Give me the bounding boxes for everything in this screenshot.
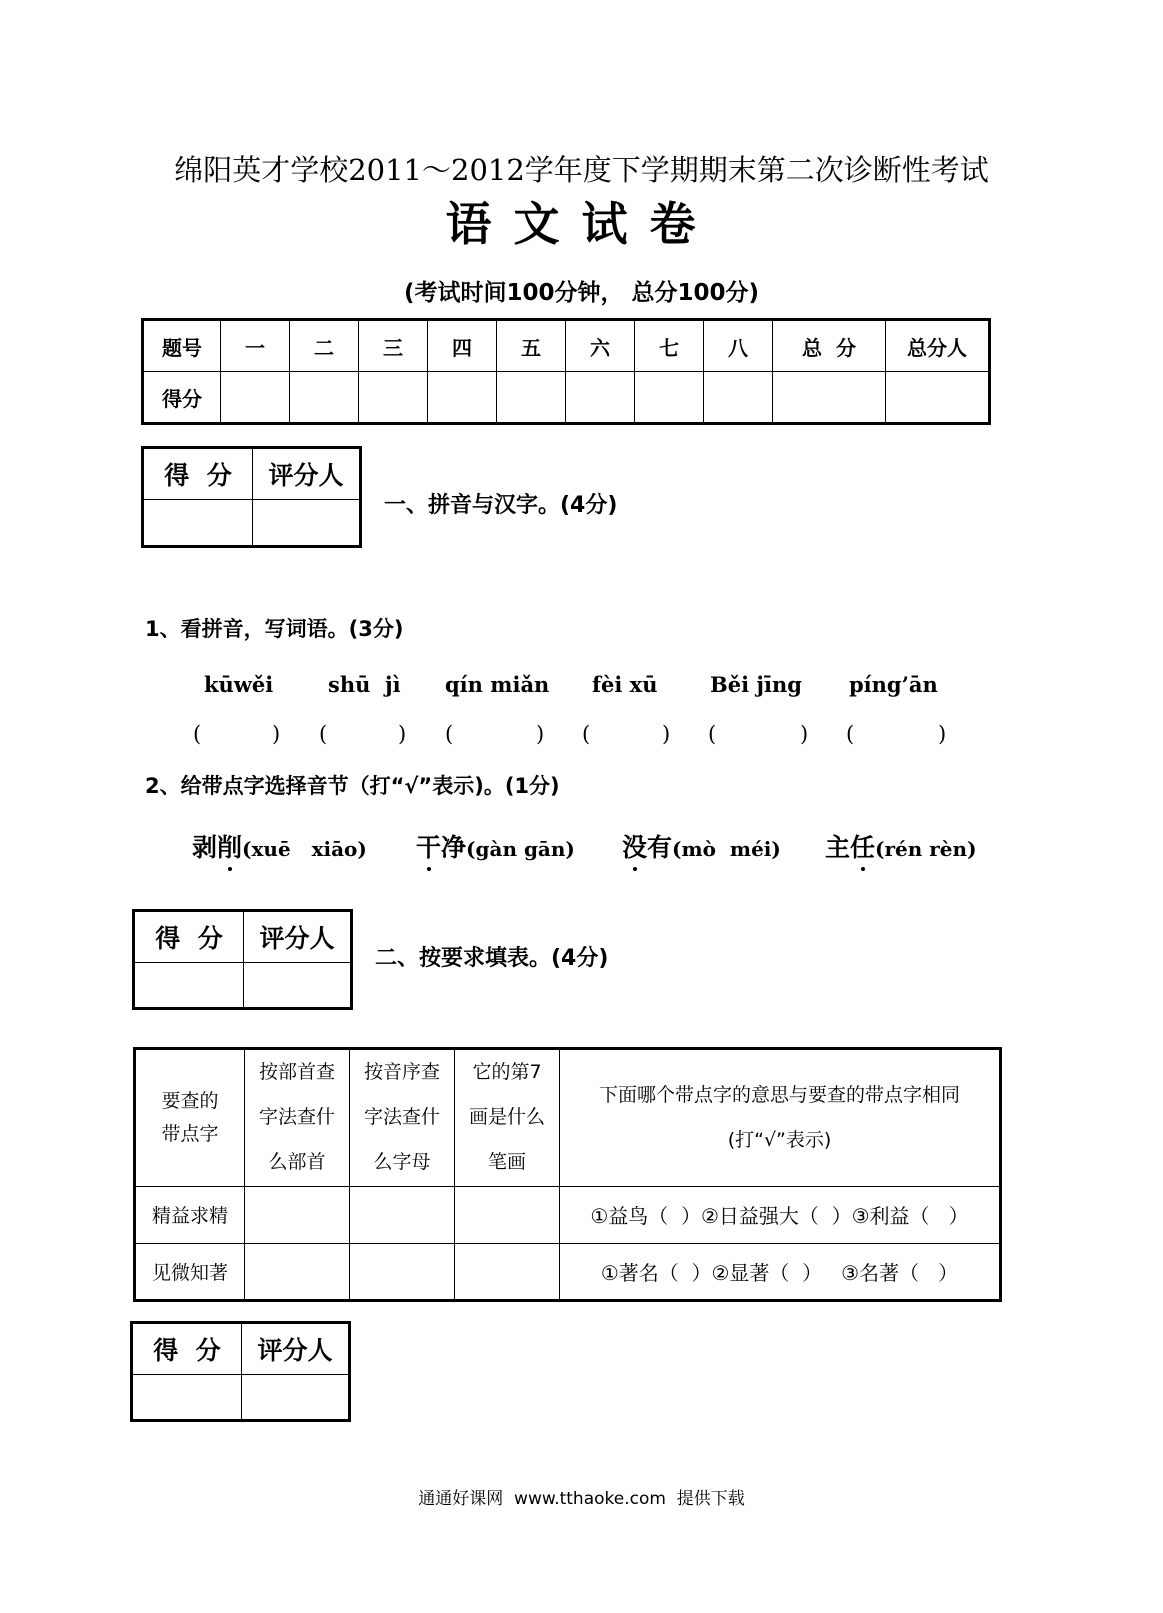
cell: 五 [497,320,566,372]
header-line: 字法查什 [363,1106,440,1129]
score-input-cell[interactable] [428,372,497,424]
word-char: 主 [825,833,851,862]
grader-name-label: 评分人 [244,911,352,963]
dot-item-3 [622,828,781,864]
answer-cell[interactable] [455,1243,560,1300]
grader-box-1 [141,446,362,548]
dotted-char: 削 [217,828,242,864]
score-header-row [143,320,990,372]
answer-paren-open: ( [708,722,717,746]
footer-source: 通通好课网 www.tthaoke.com 提供下载 [418,1489,745,1509]
answer-paren-open: ( [319,722,328,746]
score-input-cell[interactable] [497,372,566,424]
score-input-cell[interactable] [566,372,635,424]
cell: 二 [290,320,359,372]
cell: 得分 [143,372,221,424]
pinyin-options[interactable]: (rén rèn) [875,837,977,861]
cell: 三 [359,320,428,372]
cell: 四 [428,320,497,372]
grader-score-cell[interactable] [134,963,244,1009]
score-summary-table [141,318,991,425]
fill-row [135,1186,1001,1243]
grader-name-label: 评分人 [242,1323,350,1375]
answer-cell[interactable] [245,1243,350,1300]
pinyin-options[interactable]: (gàn gān) [466,837,575,861]
pinyin-options[interactable]: (xuē xiāo) [242,837,367,861]
score-input-cell[interactable] [704,372,773,424]
word-char: 净 [441,833,467,862]
answer-paren-open: ( [582,722,591,746]
section-2-title: 二、按要求填表。(4分) [375,946,609,971]
header-cell [350,1049,455,1187]
cell: 六 [566,320,635,372]
header-cell [245,1049,350,1187]
grader-name-cell[interactable] [244,963,352,1009]
header-line: 按音序查 [363,1061,440,1084]
cell: 八 [704,320,773,372]
grader-score-cell[interactable] [132,1375,242,1421]
answer-cell[interactable] [455,1186,560,1243]
dot-item-2 [416,828,575,864]
grader-score-label: 得 分 [143,448,253,500]
question-1: 1、看拼音，写词语。(3分) [145,617,404,641]
score-input-cell[interactable] [290,372,359,424]
school-exam-title: 绵阳英才学校2011～2012学年度下学期期末第二次诊断性考试 [174,153,989,187]
score-input-cell[interactable] [359,372,428,424]
dot-item-1 [192,828,367,864]
answer-paren-close: ) [662,722,671,746]
header-cell [135,1049,245,1187]
header-line: 画是什么 [468,1106,545,1129]
header-line: (打“√”表示) [727,1128,832,1151]
answer-paren-close: ) [800,722,809,746]
answer-paren-close: ) [536,722,545,746]
fill-row [135,1243,1001,1300]
word-char: 剥 [192,833,218,862]
header-line: 按部首查 [258,1061,335,1084]
score-input-cell[interactable] [635,372,704,424]
pinyin-3: qín miǎn [445,672,550,697]
header-line: 带点字 [161,1122,219,1145]
question-2: 2、给带点字选择音节（打“√”表示)。(1分) [145,774,560,798]
grader-name-cell[interactable] [242,1375,350,1421]
cell: 七 [635,320,704,372]
grader-box-3 [130,1321,351,1422]
cell: 一 [221,320,290,372]
answer-paren-close: ) [398,722,407,746]
header-line: 下面哪个带点字的意思与要查的带点字相同 [598,1083,960,1106]
word-cell: 精益求精 [135,1186,245,1243]
grader-score-cell[interactable] [143,500,253,547]
pinyin-4: fèi xū [592,672,658,697]
exam-subject-title: 语文试卷 [445,197,718,251]
header-line: 它的第7 [472,1061,542,1084]
header-line: 么部首 [268,1151,326,1174]
grader-box-2 [132,909,353,1010]
score-input-cell[interactable] [221,372,290,424]
answer-cell[interactable] [350,1243,455,1300]
options-cell[interactable]: ①益鸟（ ）②日益强大（ ）③利益（ ） [560,1186,1001,1243]
answer-cell[interactable] [245,1186,350,1243]
header-line: 字法查什 [258,1106,335,1129]
score-value-row [143,372,990,424]
answer-paren-close: ) [938,722,947,746]
grader-score-label: 得 分 [134,911,244,963]
fill-in-table [133,1047,1002,1302]
word-cell: 见微知著 [135,1243,245,1300]
pinyin-6: píng’ān [849,672,938,697]
header-line: 要查的 [161,1089,219,1112]
header-line: 么字母 [373,1151,431,1174]
pinyin-5: Běi jīng [710,672,802,697]
grader-score-label: 得 分 [132,1323,242,1375]
pinyin-1: kūwěi [204,672,274,697]
header-line: 笔画 [487,1151,526,1174]
grader-name-label: 评分人 [253,448,361,500]
answer-paren-open: ( [846,722,855,746]
word-char: 有 [647,833,673,862]
answer-paren-open: ( [193,722,202,746]
grader-name-cell[interactable] [253,500,361,547]
exam-time-score: (考试时间100分钟， 总分100分) [403,280,760,306]
dotted-char: 任 [850,828,875,864]
score-input-cell[interactable] [773,372,886,424]
answer-paren-open: ( [445,722,454,746]
fill-header-row [135,1049,1001,1187]
score-input-cell[interactable] [886,372,990,424]
answer-paren-close: ) [272,722,281,746]
cell: 总分人 [886,320,990,372]
section-1-title: 一、拼音与汉字。(4分) [384,493,618,518]
header-cell [560,1049,1001,1187]
answer-cell[interactable] [350,1186,455,1243]
cell: 总 分 [773,320,886,372]
header-cell [455,1049,560,1187]
cell: 题号 [143,320,221,372]
pinyin-options[interactable]: (mò méi) [672,837,781,861]
options-cell[interactable]: ①著名（ ）②显著（ ） ③名著（ ） [560,1243,1001,1300]
dotted-char: 没 [622,828,647,864]
dot-item-4 [825,828,977,864]
pinyin-2: shū jì [328,672,401,697]
dotted-char: 干 [416,828,441,864]
